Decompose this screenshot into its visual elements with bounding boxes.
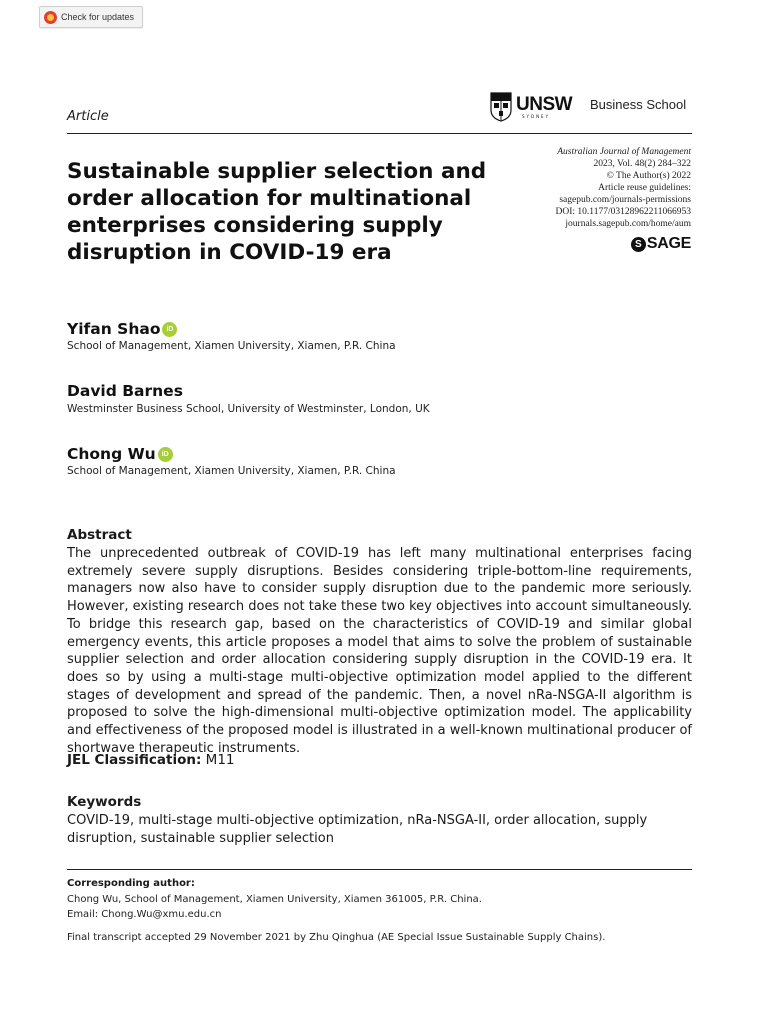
author-affiliation: School of Management, Xiamen University, Xiamen, P.R. China (67, 465, 396, 477)
author-name-text: Yifan Shao (67, 320, 161, 338)
final-transcript-note: Final transcript accepted 29 November 2021 by Zhu Qinghua (AE Special Issue Sustainable Supply Chains). (67, 932, 606, 943)
abstract-heading: Abstract (67, 527, 132, 543)
doi-link[interactable]: DOI: 10.1177/03128962211066953 (555, 207, 691, 217)
article-title: Sustainable supplier selection and order allocation for multinational enterprises considering supply disruption in COVID-19 era (67, 159, 487, 265)
article-type-label: Article (67, 109, 109, 124)
copyright-line: © The Author(s) 2022 (606, 171, 691, 181)
abstract-text: The unprecedented outbreak of COVID-19 has left many multinational enterprises facing extremely severe supply disruptions. Besides considering triple-bottom-line requirements, managers now also have to consider supply disruption due to the pandemic more seriously. However, existing research does not take these two key objectives into account simultaneously. To bridge this research gap, based on the characteristics of COVID-19 and similar global emergency events, this article proposes a model that aims to solve the problem of sustainable supplier selection and order allocation considering supply disruption in the COVID-19 era. It does so by using a multi-stage multi-objective optimization model applied to the different stages of development and spread of the pandemic. Then, a novel nRa-NSGA-II algorithm is proposed to solve the high-dimensional multi-objective optimization model. The applicability and effectiveness of the proposed model is illustrated in a well-known multinational producer of shortwave therapeutic instruments. (67, 546, 692, 756)
author-affiliation: Westminster Business School, University of Westminster, London, UK (67, 403, 430, 415)
reuse-link[interactable]: sagepub.com/journals-permissions (559, 195, 691, 205)
check-for-updates-label: Check for updates (61, 12, 135, 22)
corresponding-author-heading: Corresponding author: (67, 878, 195, 889)
journal-volume: 2023, Vol. 48(2) 284–322 (593, 159, 691, 169)
journal-name: Australian Journal of Management (557, 147, 691, 157)
author-name-text: Chong Wu (67, 445, 156, 463)
crossmark-icon (44, 11, 57, 24)
sage-logo (631, 235, 691, 253)
jel-value: M11 (205, 752, 235, 768)
orcid-icon[interactable]: iD (162, 322, 177, 337)
unsw-logo (490, 92, 572, 122)
journal-home-link[interactable]: journals.sagepub.com/home/aum (565, 219, 691, 229)
author-affiliation: School of Management, Xiamen University, Xiamen, P.R. China (67, 340, 396, 352)
author-name (67, 382, 183, 400)
unsw-subtext: SYDNEY (522, 114, 551, 119)
author-name (67, 320, 177, 338)
keywords-heading: Keywords (67, 794, 142, 810)
corresponding-author-details (67, 892, 482, 922)
corresponding-author-email[interactable]: Email: Chong.Wu@xmu.edu.cn (67, 909, 222, 920)
sage-mark-icon: S (631, 237, 646, 252)
unsw-wordmark: UNSW (516, 94, 573, 115)
author-name (67, 445, 173, 463)
unsw-crest-icon (490, 92, 512, 122)
header-divider (67, 133, 692, 134)
corresponding-author-address: Chong Wu, School of Management, Xiamen University, Xiamen 361005, P.R. China. (67, 894, 482, 905)
check-for-updates-button[interactable] (39, 6, 143, 28)
journal-metadata (556, 146, 691, 230)
jel-classification (67, 752, 235, 768)
keywords-text: COVID-19, multi-stage multi-objective optimization, nRa-NSGA-II, order allocation, supply disruption, sustainable supplier selection (67, 813, 648, 846)
author-name-text: David Barnes (67, 382, 183, 400)
jel-label: JEL Classification: (67, 752, 202, 768)
reuse-label: Article reuse guidelines: (598, 183, 691, 193)
orcid-icon[interactable]: iD (158, 447, 173, 462)
footer-divider (67, 869, 692, 870)
sage-wordmark: SAGE (646, 235, 691, 252)
business-school-label: Business School (590, 97, 687, 112)
